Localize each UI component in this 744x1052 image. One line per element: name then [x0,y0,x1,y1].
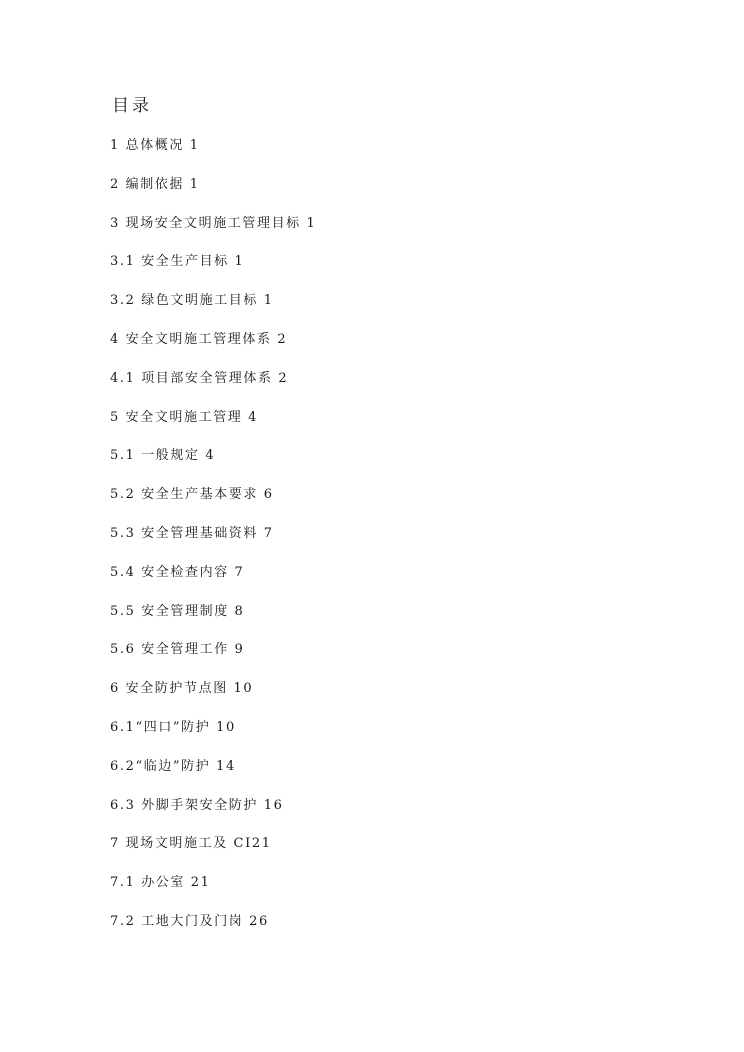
toc-entry: 6.1“四口”防护 10 [110,719,236,735]
toc-entry: 6.2“临边”防护 14 [110,758,236,774]
toc-entry: 7.2 工地大门及门岗 26 [110,913,269,929]
toc-entry: 3.2 绿色文明施工目标 1 [110,293,274,309]
toc-entry: 5.4 安全检查内容 7 [110,564,245,580]
toc-entry: 5.5 安全管理制度 8 [110,603,245,619]
toc-entry: 3.1 安全生产目标 1 [110,254,245,270]
toc-entry: 2 编制依据 1 [110,176,200,192]
toc-entry: 5 安全文明施工管理 4 [110,409,259,425]
toc-entry: 6 安全防护节点图 10 [110,681,254,697]
toc-entry: 4 安全文明施工管理体系 2 [110,331,288,347]
toc-entry: 1 总体概况 1 [110,138,200,153]
toc-entry: 5.2 安全生产基本要求 6 [110,487,274,503]
toc-entry: 4.1 项目部安全管理体系 2 [110,370,289,386]
toc-entry: 6.3 外脚手架安全防护 16 [110,797,284,813]
toc-entry: 5.1 一般规定 4 [110,448,216,464]
toc-title: 目录 [112,96,152,116]
toc-entry: 5.6 安全管理工作 9 [110,642,245,658]
toc-entry: 5.3 安全管理基础资料 7 [110,525,274,541]
toc-entry: 7 现场文明施工及 CI21 [110,836,272,852]
toc-list [110,135,316,950]
toc-entry: 3 现场安全文明施工管理目标 1 [110,215,317,231]
toc-entry: 7.1 办公室 21 [110,875,211,891]
